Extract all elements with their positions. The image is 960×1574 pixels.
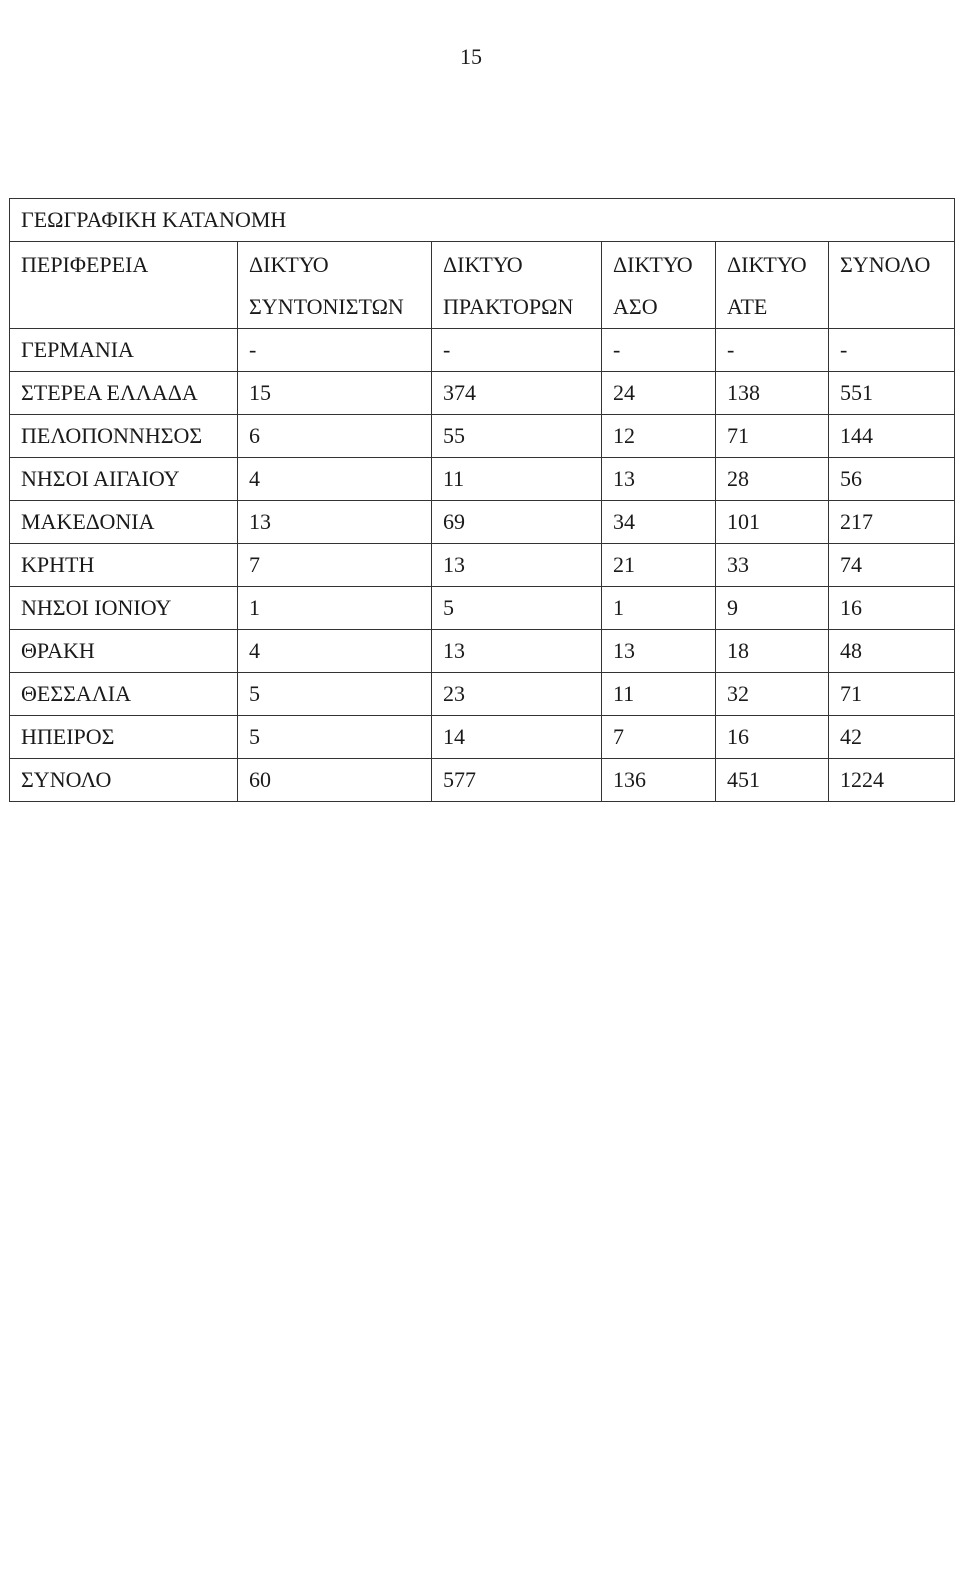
header-line: ΠΡΑΚΤΟΡΩΝ [443, 294, 574, 319]
aso-cell: 13 [602, 630, 716, 673]
region-cell: ΘΕΣΣΑΛΙΑ [10, 673, 238, 716]
region-cell: ΘΡΑΚΗ [10, 630, 238, 673]
aso-cell: 12 [602, 415, 716, 458]
total-cell: 551 [829, 372, 955, 415]
total-cell: - [829, 329, 955, 372]
table-row [10, 501, 955, 544]
table-row [10, 329, 955, 372]
total-cell: 1224 [829, 759, 955, 802]
region-cell: ΣΤΕΡΕΑ ΕΛΛΑΔΑ [10, 372, 238, 415]
agents-cell: - [432, 329, 602, 372]
ate-cell: 16 [716, 716, 829, 759]
table-row [10, 372, 955, 415]
total-cell: 217 [829, 501, 955, 544]
coordinators-cell: 1 [238, 587, 432, 630]
coordinators-cell: 15 [238, 372, 432, 415]
agents-cell: 11 [432, 458, 602, 501]
coordinators-cell: 6 [238, 415, 432, 458]
table-title: ΓΕΩΓΡΑΦΙΚΗ ΚΑΤΑΝΟΜΗ [10, 199, 955, 242]
agents-cell: 5 [432, 587, 602, 630]
ate-cell: 28 [716, 458, 829, 501]
agents-cell: 13 [432, 544, 602, 587]
agents-cell: 577 [432, 759, 602, 802]
coordinators-cell: 5 [238, 673, 432, 716]
header-line: ΔΙΚΤΥΟ [443, 252, 523, 277]
region-cell: ΝΗΣΟΙ ΑΙΓΑΙΟΥ [10, 458, 238, 501]
agents-cell: 69 [432, 501, 602, 544]
header-aso-network [602, 242, 716, 329]
aso-cell: - [602, 329, 716, 372]
aso-cell: 21 [602, 544, 716, 587]
region-cell: ΜΑΚΕΔΟΝΙΑ [10, 501, 238, 544]
total-cell: 16 [829, 587, 955, 630]
header-line: ΑΣΟ [613, 294, 658, 319]
agents-cell: 14 [432, 716, 602, 759]
total-cell: 56 [829, 458, 955, 501]
coordinators-cell: 7 [238, 544, 432, 587]
ate-cell: 32 [716, 673, 829, 716]
ate-cell: - [716, 329, 829, 372]
header-region [10, 242, 238, 329]
table-row [10, 415, 955, 458]
region-cell: ΝΗΣΟΙ ΙΟΝΙΟΥ [10, 587, 238, 630]
header-line: ΔΙΚΤΥΟ [613, 252, 693, 277]
coordinators-cell: 4 [238, 458, 432, 501]
region-cell: ΗΠΕΙΡΟΣ [10, 716, 238, 759]
agents-cell: 374 [432, 372, 602, 415]
total-cell: 71 [829, 673, 955, 716]
header-ate-network [716, 242, 829, 329]
header-line: ΠΕΡΙΦΕΡΕΙΑ [21, 252, 149, 277]
coordinators-cell: 5 [238, 716, 432, 759]
ate-cell: 138 [716, 372, 829, 415]
total-cell: 74 [829, 544, 955, 587]
table-row [10, 673, 955, 716]
header-line: ΑΤΕ [727, 294, 768, 319]
coordinators-cell: 4 [238, 630, 432, 673]
total-cell: 42 [829, 716, 955, 759]
table-row [10, 458, 955, 501]
coordinators-cell: 13 [238, 501, 432, 544]
total-cell: 48 [829, 630, 955, 673]
aso-cell: 24 [602, 372, 716, 415]
geographic-distribution-table [9, 198, 955, 802]
table-row [10, 716, 955, 759]
total-cell: 144 [829, 415, 955, 458]
aso-cell: 34 [602, 501, 716, 544]
agents-cell: 23 [432, 673, 602, 716]
aso-cell: 13 [602, 458, 716, 501]
ate-cell: 33 [716, 544, 829, 587]
ate-cell: 9 [716, 587, 829, 630]
ate-cell: 451 [716, 759, 829, 802]
region-cell: ΣΥΝΟΛΟ [10, 759, 238, 802]
aso-cell: 136 [602, 759, 716, 802]
agents-cell: 55 [432, 415, 602, 458]
header-line: ΔΙΚΤΥΟ [727, 252, 807, 277]
header-agents-network [432, 242, 602, 329]
region-cell: ΚΡΗΤΗ [10, 544, 238, 587]
region-cell: ΓΕΡΜΑΝΙΑ [10, 329, 238, 372]
table-title-row [10, 199, 955, 242]
header-line: ΔΙΚΤΥΟ [249, 252, 329, 277]
table-row [10, 630, 955, 673]
header-line: ΣΥΝΟΛΟ [840, 252, 931, 277]
aso-cell: 7 [602, 716, 716, 759]
table-row [10, 587, 955, 630]
ate-cell: 18 [716, 630, 829, 673]
table-row [10, 759, 955, 802]
coordinators-cell: - [238, 329, 432, 372]
aso-cell: 11 [602, 673, 716, 716]
agents-cell: 13 [432, 630, 602, 673]
aso-cell: 1 [602, 587, 716, 630]
ate-cell: 71 [716, 415, 829, 458]
coordinators-cell: 60 [238, 759, 432, 802]
header-line: ΣΥΝΤΟΝΙΣΤΩΝ [249, 294, 404, 319]
table-row [10, 544, 955, 587]
header-total [829, 242, 955, 329]
table-header-row [10, 242, 955, 329]
header-coordinators-network [238, 242, 432, 329]
page-number: 15 [460, 44, 482, 69]
region-cell: ΠΕΛΟΠΟΝΝΗΣΟΣ [10, 415, 238, 458]
ate-cell: 101 [716, 501, 829, 544]
